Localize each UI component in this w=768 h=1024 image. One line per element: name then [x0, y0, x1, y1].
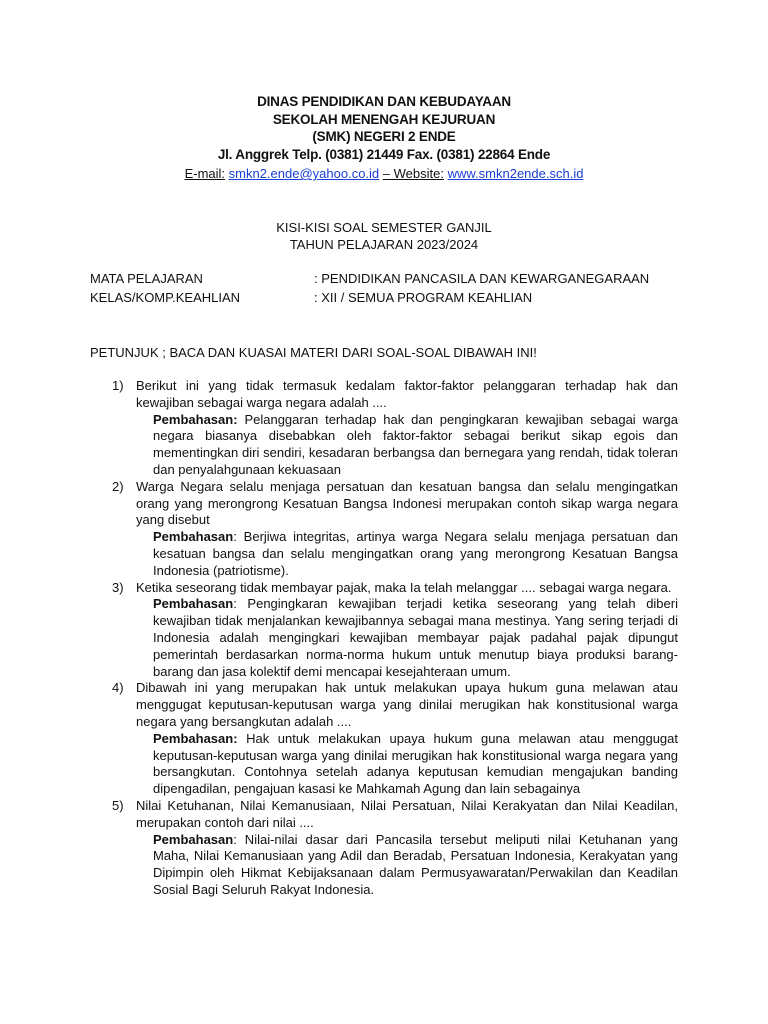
class-label: KELAS/KOMP.KEAHLIAN — [90, 290, 241, 305]
letterhead-address: Jl. Anggrek Telp. (0381) 21449 Fax. (0381) 22864 Ende — [217, 146, 551, 162]
explanation-label: Pembahasan: — [153, 411, 238, 427]
explanation-label: Pembahasan — [153, 596, 234, 612]
website-link[interactable]: www.smkn2ende.sch.id — [447, 166, 584, 181]
email-link[interactable]: smkn2.ende@yahoo.co.id — [228, 166, 380, 181]
question-text: Dibawah ini yang merupakan hak untuk melakukan upaya hukum guna melawan atau menggugat keputusan-keputusan warga yang dinilai merugikan hak konstitusional warga negara yang bersangkutan adalah .... — [136, 680, 678, 729]
subject-label: MATA PELAJARAN — [90, 271, 203, 286]
explanation — [136, 832, 678, 899]
letterhead-line-2: SEKOLAH MENENGAH KEJURUAN — [272, 111, 496, 127]
question-text: Berikut ini yang tidak termasuk kedalam faktor-faktor pelanggaran terhadap hak dan kewajiban sebagai warga negara adalah .... — [136, 378, 678, 410]
explanation-text: : Pengingkaran kewajiban terjadi ketika seseorang yang telah diberi kewajiban tidak menjalankan kewajibannya sebagai mana mestinya. Yang sering terjadi di Indonesia adalah mengingkari kewajiban membayar pajak padahal pajak dipungut pemerintah berdasarkan norma-norma hukum untuk menutup biaya produksi barang-barang dan jasa kolektif demi mencapai kesejahteraan umum. — [153, 596, 678, 679]
explanation-label: Pembahasan — [153, 831, 234, 847]
question-text: Nilai Ketuhanan, Nilai Kemanusiaan, Nilai Persatuan, Nilai Kerakyatan dan Nilai Keadilan, merupakan contoh dari nilai .... — [136, 797, 678, 830]
instruction-text: PETUNJUK ; BACA DAN KUASAI MATERI DARI SOAL-SOAL DIBAWAH INI! — [90, 345, 537, 360]
document-title — [0, 220, 768, 253]
explanation-label: Pembahasan: — [153, 730, 238, 746]
contact-line — [0, 165, 768, 182]
question-item — [90, 798, 678, 899]
explanation-text: Hak untuk melakukan upaya hukum guna melawan atau menggugat keputusan-keputusan warga yang dinilai merugikan hak konstitusional warga negara yang bersangkutan. Contohnya setelah adanya keputusan kemudian mengajukan banding dipengadilan, pengajuan kasasi ke Mahkamah Agung dan lain sebagainya — [153, 730, 678, 797]
class-value: : XII / SEMUA PROGRAM KEAHLIAN — [314, 290, 533, 305]
question-item — [90, 479, 678, 580]
question-number: 4) — [112, 680, 124, 696]
question-item — [90, 378, 678, 479]
letterhead — [0, 93, 768, 163]
explanation-label: Pembahasan — [153, 529, 234, 545]
question-text: Ketika seseorang tidak membayar pajak, maka Ia telah melanggar .... sebagai warga negara. — [136, 579, 672, 595]
email-label: E-mail: — [184, 166, 226, 181]
explanation-text: : Nilai-nilai dasar dari Pancasila tersebut meliputi nilai Ketuhanan yang Maha, Nilai Kemanusiaan yang Adil dan Beradab, Persatuan Indonesia, Kerakyatan yang Dipimpin oleh Hikmat Kebijaksanaan dalam Permusyawaratan/Perwakilan dan Keadilan Sosial Bagi Seluruh Rakyat Indonesia. — [153, 831, 678, 897]
explanation-text: : Berjiwa integritas, artinya warga Negara selalu menjaga persatuan dan kesatuan bangsa dan selalu mengingatkan orang yang merongrong Kesatuan Bangsa Indonesia (patriotisme). — [153, 529, 678, 578]
question-text: Warga Negara selalu menjaga persatuan dan kesatuan bangsa dan selalu mengingatkan orang yang merongrong Kesatuan Bangsa Indonesi merupakan contoh sikap warga negara yang disebut — [136, 478, 678, 528]
title-line-1: KISI-KISI SOAL SEMESTER GANJIL — [276, 220, 492, 235]
title-line-2: TAHUN PELAJARAN 2023/2024 — [289, 236, 479, 252]
question-number: 2) — [112, 478, 124, 494]
letterhead-line-3: (SMK) NEGERI 2 ENDE — [312, 129, 456, 144]
explanation — [136, 596, 678, 680]
question-number: 1) — [112, 378, 124, 393]
subject-value: : PENDIDIKAN PANCASILA DAN KEWARGANEGARAAN — [314, 271, 650, 286]
question-list — [90, 378, 678, 899]
letterhead-line-1: DINAS PENDIDIKAN DAN KEBUDAYAAN — [257, 94, 511, 109]
website-label: – Website: — [382, 166, 444, 181]
explanation-text: Pelanggaran terhadap hak dan pengingkaran kewajiban sebagai warga negara biasanya disebabkan oleh faktor-faktor sebagai berikut sikap egois dan mementingkan diri sendiri, kesadaran berbangsa dan bernegara yang rendah, tidak toleran dan penyalahgunaan kekuasaan — [153, 411, 678, 477]
question-number: 3) — [112, 579, 124, 595]
explanation — [136, 731, 678, 798]
question-item — [90, 680, 678, 798]
explanation — [136, 412, 678, 479]
question-item — [90, 580, 678, 681]
question-number: 5) — [112, 797, 124, 813]
explanation — [136, 529, 678, 579]
